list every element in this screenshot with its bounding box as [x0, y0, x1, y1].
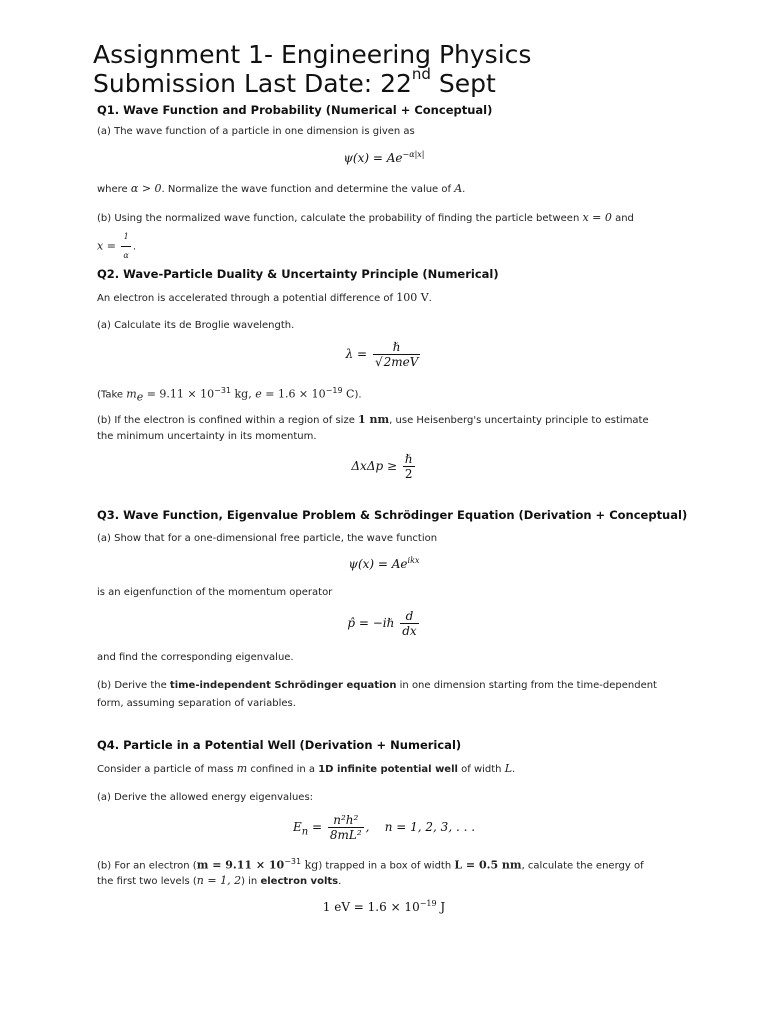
q2-eq-lhs: λ =	[345, 347, 368, 361]
q2-take-e: e	[255, 387, 262, 401]
q4-b-end: .	[338, 876, 342, 887]
title-date-suffix: Sept	[430, 69, 496, 98]
q3-equation-wavefunction	[0, 556, 768, 571]
q1-equation	[0, 150, 768, 165]
q2-b-text-2: , use Heisenberg's uncertainty principle to estimate	[389, 415, 649, 426]
q1-b-x1-den: α	[121, 246, 130, 265]
q4-conv: 1 eV = 1.6 × 10	[322, 900, 420, 914]
q4-b-text-line2	[97, 872, 341, 891]
q1-where-text	[97, 180, 465, 199]
q3-eigen-text: is an eigenfunction of the momentum operator	[97, 587, 333, 598]
q2-eq-num: ℏ	[392, 340, 401, 354]
q2-eq-frac	[373, 340, 420, 369]
q4-intro-end: .	[512, 764, 516, 775]
q1-eq-exp: −α|x|	[402, 150, 425, 159]
q3-eq2-lhs: p̂ = −iℏ	[347, 616, 395, 630]
q3-eq1-exp: ikx	[407, 556, 420, 565]
q3-eq2-frac	[400, 609, 418, 638]
q2-take-me-unit: kg,	[231, 387, 256, 401]
q1-where-var: A	[454, 182, 463, 195]
q2-intro	[97, 289, 432, 308]
q3-b-text-line2: form, assuming separation of variables.	[97, 698, 296, 709]
q4-b-m: m = 9.11 × 10	[196, 858, 285, 872]
title-line-2	[93, 64, 531, 98]
q1-b-and: and	[611, 213, 634, 224]
q2-heading: Q2. Wave-Particle Duality & Uncertainty Principle (Numerical)	[97, 267, 499, 281]
q3-a-text: (a) Show that for a one-dimensional free particle, the wave function	[97, 533, 438, 544]
page-title	[93, 40, 531, 98]
q4-b-text-1: (b) For an electron (	[97, 860, 197, 872]
q2-a-text: (a) Calculate its de Broglie wavelength.	[97, 320, 295, 331]
q4-intro-m: m	[236, 762, 248, 775]
q4-intro-2: confined in a	[247, 764, 319, 775]
q4-conv-unit: J	[436, 900, 446, 914]
q4-eq-num: n²h²	[333, 813, 359, 827]
q1-b-x0: x = 0	[582, 211, 612, 224]
q2-eq2-lhs: ΔxΔp ≥	[351, 459, 398, 473]
q2-intro-prefix: An electron is accelerated through a potential difference of	[97, 293, 397, 304]
q4-b-m-unit: kg	[301, 858, 319, 872]
q2-intro-end: .	[428, 293, 432, 304]
q4-equation-conversion	[0, 899, 768, 914]
q2-take-e-val: = 1.6 × 10	[261, 387, 326, 401]
q4-intro-1: Consider a particle of mass	[97, 764, 237, 775]
q4-eq-eq: =	[308, 820, 323, 834]
q1-b-text: (b) Using the normalized wave function, calculate the probability of finding the particle between	[97, 213, 583, 224]
q4-heading: Q4. Particle in a Potential Well (Derivation + Numerical)	[97, 738, 462, 752]
q3-equation-momentum	[0, 609, 768, 638]
q4-b-text-4: the first two levels (	[97, 876, 197, 887]
q4-intro-bold: 1D infinite potential well	[318, 764, 458, 775]
q1-b-x1-prefix: x =	[97, 239, 120, 253]
q2-eq2-frac	[403, 452, 415, 481]
q2-equation-wavelength	[0, 340, 768, 369]
q2-take-text	[97, 382, 362, 406]
q2-take-me: m	[126, 387, 137, 401]
q3-find-text: and find the corresponding eigenvalue.	[97, 652, 294, 663]
q2-eq2-num: ℏ	[404, 452, 413, 466]
q2-take-e-unit: C	[342, 387, 355, 401]
q4-a-text: (a) Derive the allowed energy eigenvalues:	[97, 792, 314, 803]
q4-eq-lhs-sub: n	[301, 826, 309, 838]
q2-take-end: ).	[354, 389, 362, 401]
q4-equation-energy	[0, 813, 768, 842]
q4-eq-den: 8mL²	[329, 828, 362, 842]
q2-take-me-exp: −31	[214, 386, 232, 395]
q3-b-text-line1	[97, 677, 657, 695]
q3-b-text-2: in one dimension starting from the time-dependent	[396, 680, 657, 691]
q4-b-L: L = 0.5 nm	[454, 858, 522, 872]
q4-b-text-5: ) in	[241, 876, 261, 887]
q4-b-bold: electron volts	[260, 876, 339, 887]
q2-take-prefix: (Take	[97, 389, 127, 401]
q2-eq2-den: 2	[403, 466, 415, 481]
q2-equation-uncertainty	[0, 452, 768, 481]
q1-b-x1-num: 1	[123, 232, 129, 241]
q4-eq-frac	[328, 813, 364, 842]
q4-b-n: n = 1, 2	[196, 874, 242, 887]
q1-b-end: .	[132, 241, 137, 253]
q2-b-text-line2: the minimum uncertainty in its momentum.	[97, 431, 317, 442]
q4-intro-L: L	[504, 762, 513, 775]
q2-take-me-sub: e	[136, 390, 144, 404]
q2-take-me-val: = 9.11 × 10	[143, 387, 215, 401]
title-date-sup: nd	[411, 64, 431, 83]
q2-intro-val: 100 V	[396, 291, 429, 304]
title-date-prefix: Submission Last Date: 22	[93, 69, 412, 98]
q4-eq-lhs: E	[292, 820, 302, 834]
q1-where-suffix: . Normalize the wave function and determine the value of	[161, 184, 455, 195]
q4-eq-tail: , n = 1, 2, 3, . . .	[365, 820, 476, 834]
q1-heading: Q1. Wave Function and Probability (Numerical + Conceptual)	[97, 103, 493, 117]
q4-conv-exp: −19	[419, 899, 437, 908]
q1-where-end: .	[462, 184, 466, 195]
q4-b-text-3: , calculate the energy of	[521, 860, 644, 872]
q4-b-text-2: ) trapped in a box of width	[318, 860, 455, 872]
q1-b-x1-frac	[121, 228, 130, 265]
q2-take-e-exp: −19	[325, 386, 343, 395]
q4-intro-3: of width	[457, 764, 505, 775]
q1-where-prefix: where	[97, 184, 131, 195]
q2-eq-den: √2meV	[374, 355, 419, 369]
q3-b-bold: time-independent Schrödinger equation	[169, 680, 397, 691]
title-line-1: Assignment 1- Engineering Physics	[93, 40, 532, 69]
q4-intro	[97, 760, 515, 779]
q3-eq1-lhs: ψ(x) = Ae	[348, 557, 408, 571]
q4-b-m-exp: −31	[284, 857, 302, 866]
q3-b-text-1: (b) Derive the	[97, 680, 170, 691]
q3-eq2-num: d	[405, 609, 414, 623]
q2-eq-den-text: 2meV	[383, 355, 419, 369]
q2-b-size: 1 nm	[358, 413, 390, 426]
q1-b-text-line2	[97, 228, 136, 265]
q1-b-text-line1	[97, 209, 634, 228]
q3-heading: Q3. Wave Function, Eigenvalue Problem & Schrödinger Equation (Derivation + Conceptual)	[97, 508, 688, 522]
q1-a-text: (a) The wave function of a particle in one dimension is given as	[97, 126, 415, 137]
q1-where-cond: α > 0	[130, 182, 162, 195]
q1-eq-lhs: ψ(x) = Ae	[343, 151, 403, 165]
q3-eq2-den: dx	[402, 624, 417, 638]
q2-b-text-1: (b) If the electron is confined within a region of size	[97, 415, 359, 426]
